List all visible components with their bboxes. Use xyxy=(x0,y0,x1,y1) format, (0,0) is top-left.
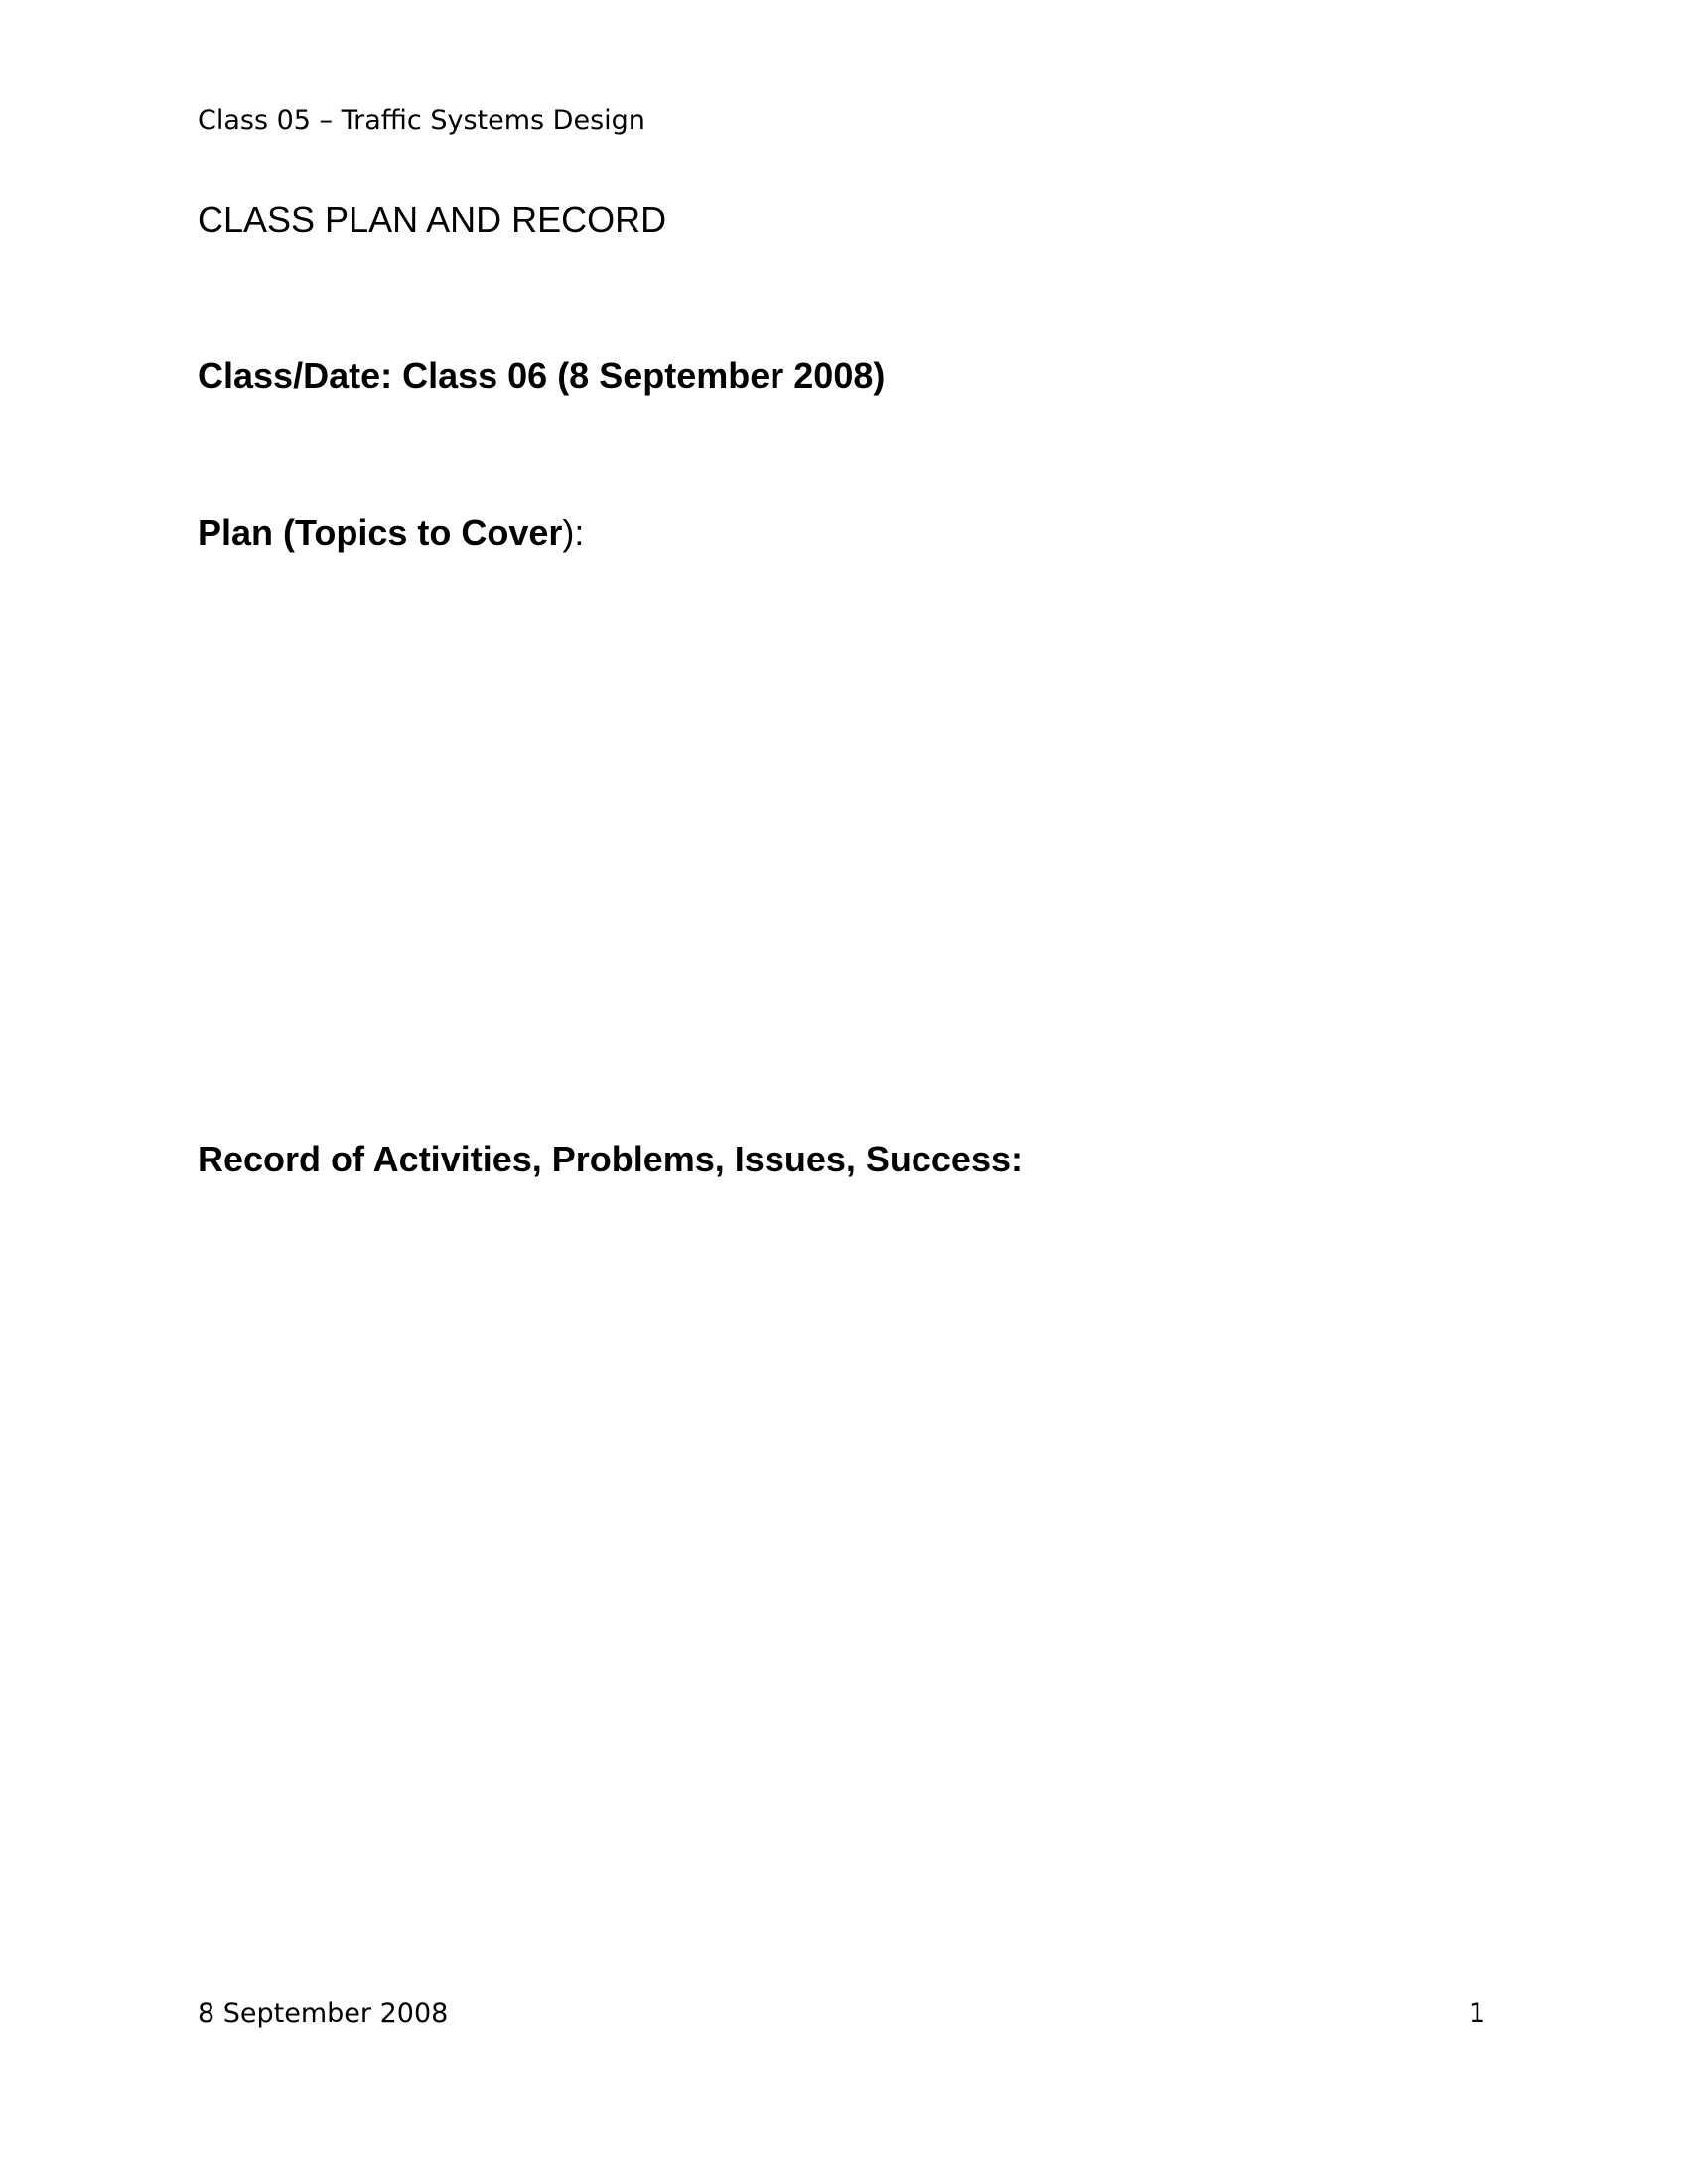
page-header: Class 05 – Traffic Systems Design xyxy=(198,105,645,136)
plan-heading-label: Plan (Topics to Cover xyxy=(198,512,563,553)
page-number: 1 xyxy=(1468,1998,1485,2029)
document-title: CLASS PLAN AND RECORD xyxy=(198,200,667,240)
footer-date: 8 September 2008 xyxy=(198,1998,449,2029)
plan-heading xyxy=(198,511,584,555)
record-heading: Record of Activities, Problems, Issues, Success: xyxy=(198,1139,1023,1179)
class-date-heading: Class/Date: Class 06 (8 September 2008) xyxy=(198,355,886,396)
plan-heading-suffix: ): xyxy=(562,512,585,553)
